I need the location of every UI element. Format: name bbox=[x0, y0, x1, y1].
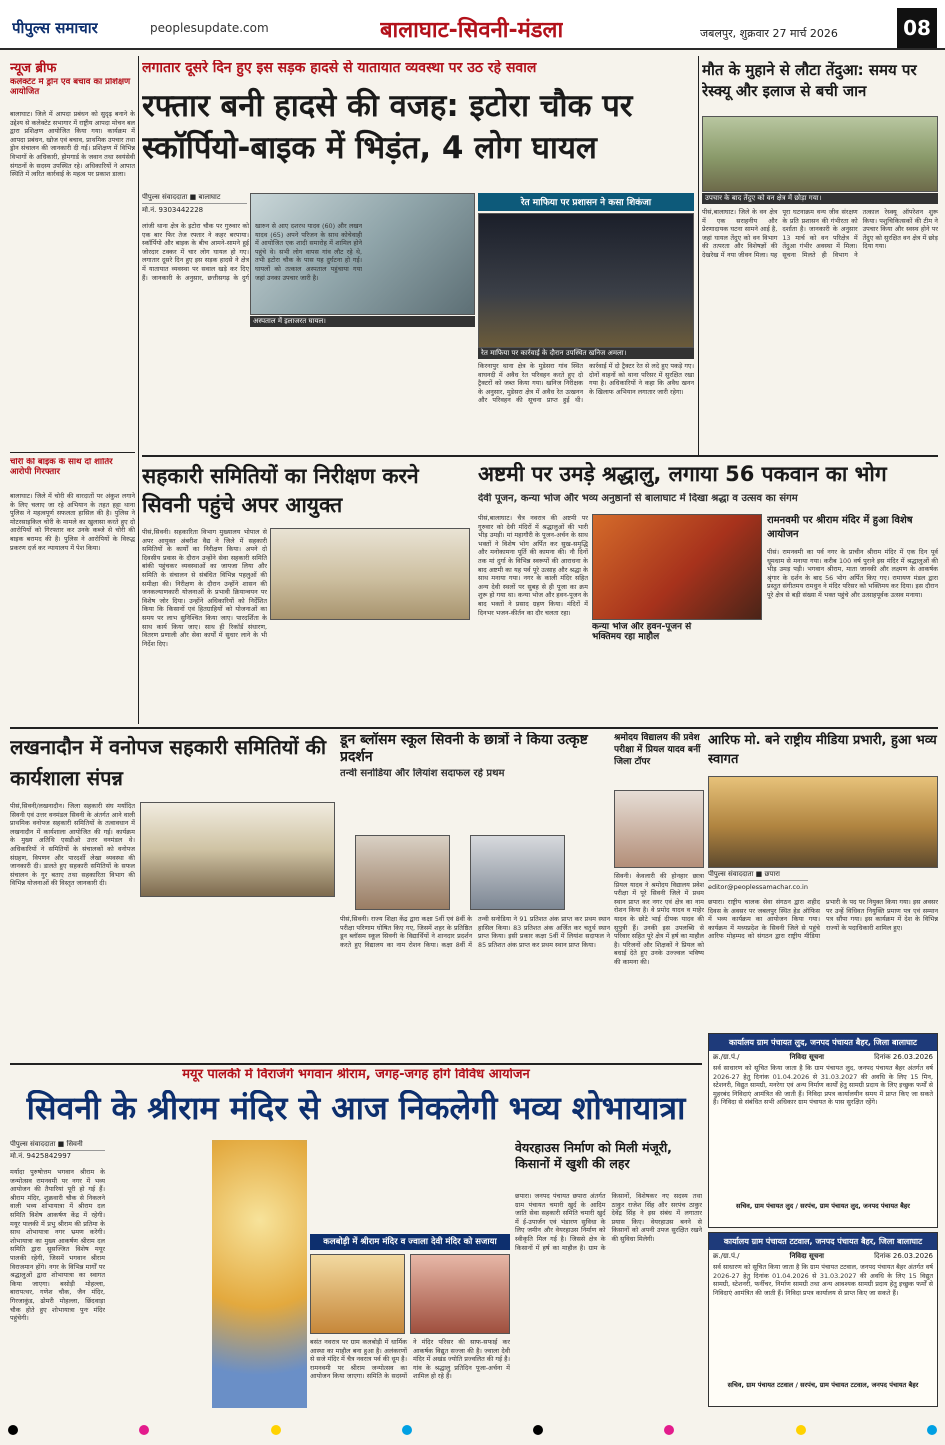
shobha-headline: सिवनी के श्रीराम मंदिर से आज निकलेगी भव्य शोभायात्रा bbox=[26, 1090, 686, 1127]
warehouse-body: छपारा। जनपद पंचायत छपारा अंतर्गत ग्राम पंचायत चमारी खुर्द के आदिम जाति सेवा सहकारी समिति चमारी खुर्द में ई-उपार्जन एवं भंडारण सुविधा के लिए जमीन और वेयरहाउस निर्माण को स्वीकृति मिल गई है। जिससे क्षेत्र के किसानों में हर्ष का माहौल है। ग्राम के किसानों, विशेषकर नए सदस्य तथा ठाकुर राजेश सिंह और सरपंच ठाकुर देवेंद्र सिंह ने इस संबंध में लगातार प्रयास किए। वेयरहाउस बनने से किसानों को अपनी उपज सुरक्षित रखने की सुविधा मिलेगी। bbox=[515, 1192, 702, 1252]
shri-ram-illustration bbox=[212, 1140, 307, 1408]
kalash-headline: कलबोड़ी में श्रीराम मंदिर व ज्वाला देवी मंदिर को सजाया bbox=[310, 1234, 510, 1250]
arif-headline: आरिफ मो. बने राष्ट्रीय मीडिया प्रभारी, हुआ भव्य स्वागत bbox=[708, 733, 937, 767]
row-divider bbox=[10, 1063, 702, 1065]
arif-email[interactable]: editor@peoplessamachar.co.in bbox=[708, 883, 808, 891]
section-title: बालाघाट-सिवनी-मंडला bbox=[380, 18, 564, 43]
shobha-body-cont bbox=[108, 1140, 208, 1408]
tender-notice-2 bbox=[708, 1232, 938, 1407]
brief-1-title: कलेक्टेट में ड्रोन एवं बचाव का प्रशिक्षण आयोजित bbox=[10, 78, 131, 97]
shramoday-photo bbox=[614, 790, 704, 868]
notice-title: निविदा सूचना bbox=[789, 1252, 824, 1260]
brief-1-body: बालाघाट। जिले में आपदा प्रबंधन को सुदृढ़ बनाने के उद्देश्य से कलेक्टेट सभागार में राष्ट्रीय आपदा मोचन बल द्वारा प्रशिक्षण आयोजित किया गया। कार्यक्रम में आपदा प्रबंधन, खोज एवं बचाव, प्राथमिक उपचार तथा ड्रोन संचालन की जानकारी दी गई। प्रशिक्षण में विभिन्न विभागों के अधिकारी, होमगार्ड के जवान तथा स्वयंसेवी संगठनों के सदस्य उपस्थित रहे। अधिकारियों ने आपात स्थिति में त्वरित कार्रवाई के महत्व पर प्रकाश डाला। bbox=[10, 110, 135, 179]
notice-date: दिनांक 26.03.2026 bbox=[874, 1053, 933, 1061]
lakhna-body: पीसं,सिवनी/लखनादौन। जिला सहकारी संघ मर्यादित सिवनी एवं उत्तर वनमंडल सिवनी के अंतर्गत आने वाली प्राथमिक वनोपज सहकारी समितियों के तत्वावधान में लखनादौन में कार्यशाला आयोजित की गई। कार्यक्रम के मुख्य अतिथि एसडीओ उत्तर वनमंडल थे। अधिकारियों ने समितियों के संचालकों को वनोपज संग्रहण, विपणन और पारदर्शी लेखा व्यवस्था की जानकारी दी। डालते हुए सहकारी समितियों के सफल संचालन के गुर बताए तथा सहकारिता विभाग की विभिन्न योजनाओं की विस्तृत जानकारी दी। bbox=[10, 802, 135, 888]
brief-2-title: चोरी की बाइक के साथ दो शातिर आरोपी गिरफ्तार bbox=[10, 458, 113, 477]
lakhna-photo bbox=[140, 802, 335, 897]
sand-tag: रेत माफिया पर प्रशासन ने कसा शिकंजा bbox=[478, 193, 694, 211]
warehouse-headline: वेयरहाउस निर्माण को मिली मंजूरी, किसानों में खुशी की लहर bbox=[515, 1140, 672, 1172]
kalash-body: बसंत नवरात्र पर ग्राम कलबोड़ी में धार्मिक आस्था का माहौल बना हुआ है। अलंकरणों से सजे मंदिर में चैत्र नवरात्र पर्व की धूम है। रामनवमी पर श्रीराम जन्मोत्सव का आयोजन किया जाएगा। समिति के सदस्यों ने मंदिर परिसर की साफ-सफाई कर आकर्षक विद्युत सज्जा की है। ज्वाला देवी मंदिर में अखंड ज्योति प्रज्वलित की गई है। गांव के श्रद्धालु प्रतिदिन पूजा-अर्चना में शामिल हो रहे हैं। bbox=[310, 1338, 510, 1381]
notice-office: कार्यालय ग्राम पंचायत टटवाल, जनपद पंचायत बैहर, जिला बालाघाट bbox=[709, 1233, 937, 1250]
lead-body: लांजी थाना क्षेत्र के इटोरा चौक पर गुरुवार को एक बार फिर तेज रफ्तार ने कहर बरपाया। स्कॉर्पियो और बाइक के बीच आमने-सामने हुई जोरदार टक्कर में चार लोग घायल हो गए। लगातार दूसरे दिन हुए इस सड़क हादसे ने क्षेत्र में यातायात व्यवस्था पर सवाल खड़े कर दिए हैं। जानकारी के अनुसार, छत्तीसगढ़ के दुर्ग खारुन से आए दशरथ यादव (60) और लखन यादव (65) अपने परिजन के साथ कोचेवाही में आयोजित एक शादी समारोह में शामिल होने पहुंचे थे। सभी लोग वापस गांव लौट रहे थे, तभी इटोरा चौक के पास यह दुर्घटना हो गई। घायलों को तत्काल अस्पताल पहुंचाया गया जहां उनका उपचार जारी है। bbox=[142, 222, 362, 282]
kalash-photo-2 bbox=[410, 1254, 510, 1334]
notice-body: सर्व साधारण को सूचित किया जाता है कि ग्राम पंचायत लुद, जनपद पंचायत बैहर अंतर्गत वर्ष 2026-27 हेतु दिनांक 01.04.2026 से 31.03.2027 की अवधि के लिए 15 मिन, स्टेशनरी, विद्युत सामग्री, मनरेगा एवं अन्य निर्माण कार्यों हेतु सामग्री प्रदाय के लिए इच्छुक फर्मों से मुहरबंद निविदाएं आमंत्रित की जाती हैं। निविदा प्रपत्र कार्यालयीन समय में प्राप्त किए जा सकते हैं। निविदा से संबंधित सभी अधिकार ग्राम पंचायत के पास सुरक्षित रहेंगे। bbox=[713, 1064, 933, 1107]
student-photo-2 bbox=[470, 835, 565, 910]
shobha-byline: पीपुल्स संवाददाता ■ सिवनी bbox=[10, 1140, 105, 1151]
student-photo-1 bbox=[355, 835, 450, 910]
notice-body: सर्व साधारण को सूचित किया जाता है कि ग्राम पंचायत टटवाल, जनपद पंचायत बैहर अंतर्गत वर्ष 2026-27 हेतु दिनांक 01.04.2026 से 31.03.2027 की अवधि के लिए 15 विद्युत सामग्री, स्टेशनरी, फर्नीचर, निर्माण सामग्री तथा अन्य आवश्यक सामग्री प्रदाय हेतु इच्छुक फर्मों से निविदाएं आमंत्रित की जाती हैं। निविदा प्रपत्र कार्यालय से प्राप्त किए जा सकते हैं। bbox=[713, 1263, 933, 1297]
column-divider bbox=[138, 56, 139, 724]
lead-kicker: लगातार दूसरे दिन हुए इस सड़क हादसे से यातायात व्यवस्था पर उठ रहे सवाल bbox=[142, 60, 537, 76]
sand-caption: रेत माफिया पर कार्रवाई के दौरान उपस्थित खनिज अमला। bbox=[478, 348, 694, 359]
notice-ref: क्र./ग्रा.पं./ bbox=[713, 1053, 740, 1061]
tendua-body: पीसं,बालाघाट। जिले के वन क्षेत्र में एक सराहनीय और प्रेरणादायक घटना सामने आई है, जहां घायल तेंदुए को वन विभाग की तत्परता और विशेषज्ञों की देखरेख में नया जीवन मिला। यह पूरा घटनाक्रम वन्य जीव संरक्षण के प्रति प्रशासन की गंभीरता को दर्शाता है। जानकारी के अनुसार 13 मार्च को वन परिक्षेत्र में तेंदुआ गंभीर अवस्था में मिला। सूचना मिलते ही विभाग ने तत्काल रेस्क्यू ऑपरेशन शुरू किया। पशुचिकित्सकों की टीम ने उपचार किया और स्वस्थ होने पर तेंदुए को सुरक्षित वन क्षेत्र में छोड़ दिया गया। bbox=[702, 208, 938, 259]
arif-body: छपारा। राष्ट्रीय चालक सेवा संगठन द्वारा शहीद दिवस के अवसर पर जबलपुर स्थित हेड ऑफिस में भव्य कार्यक्रम का आयोजन किया गया। कार्यक्रम में मध्यप्रदेश के सिवनी जिले से पहुंचे आरिफ मोहम्मद को संगठन द्वारा राष्ट्रीय मीडिया प्रभारी के पद पर नियुक्त किया गया। इस अवसर पर उन्हें विधिवत नियुक्ति प्रमाण पत्र एवं सम्मान पत्र सौंपा गया। इस कार्यक्रम में देश के विभिन्न राज्यों के पदाधिकारी शामिल हुए। bbox=[708, 898, 938, 941]
notice-sign: सचिव, ग्राम पंचायत लुद / सरपंच, ग्राम पंचायत लुद, जनपद पंचायत बैहर bbox=[736, 1202, 910, 1210]
divider bbox=[10, 452, 135, 453]
lead-phone: मो.नं. 9303442228 bbox=[142, 206, 204, 214]
lead-body-cont bbox=[365, 332, 475, 447]
shramoday-body: सिवनी। केवलारी की होनहार छात्रा प्रियल यादव ने श्रमोदय विद्यालय प्रवेश परीक्षा में पूरे सिवनी जिले में प्रथम स्थान प्राप्त कर नगर एवं क्षेत्र का नाम रोशन किया है। वे प्रमोद यादव व माहेर यादव के छोटे भाई दीपक यादव की सुपुत्री हैं। उनकी इस उपलब्धि से परिवार सहित पूरे क्षेत्र में हर्ष का माहौल है। परिजनों और शिक्षकों ने प्रियल को बधाई देते हुए उनके उज्ज्वल भविष्य की कामना की। bbox=[614, 872, 704, 966]
row-divider bbox=[142, 455, 938, 457]
rama-headline: रामनवमी पर श्रीराम मंदिर में हुआ विशेष आयोजन bbox=[767, 515, 913, 540]
lead-byline: पीपुल्स संवाददाता ■ बालाघाट bbox=[142, 193, 247, 204]
print-registration-marks bbox=[8, 1425, 937, 1435]
ashtami-photo bbox=[592, 514, 762, 620]
brief-label: न्यूज ब्रीफ bbox=[10, 61, 57, 76]
tender-notice-1 bbox=[708, 1033, 938, 1228]
doon-sub: तन्वी सनोडिया और लियांश सदाफल रहे प्रथम bbox=[340, 768, 505, 779]
page-number: 08 bbox=[897, 8, 937, 48]
shobha-kicker: मयूर पालकी में विराजेंगे भगवान श्रीराम, जगह-जगह होंगे विविध आयोजन bbox=[182, 1068, 530, 1082]
ashtami-headline: अष्टमी पर उमड़े श्रद्धालु, लगाया 56 पकवान का भोग bbox=[478, 462, 887, 486]
brief-2-body: बालाघाट। जिले में चोरी की वारदातों पर अंकुश लगाने के लिए चलाए जा रहे अभियान के तहत हट्टा थाना पुलिस ने महत्वपूर्ण सफलता हासिल की है। पुलिस ने मोटरसाइकिल चोरी के मामले का खुलासा करते हुए दो आरोपियों को गिरफ्तार कर उनके कब्जे से चोरी की बाइक बरामद की है। पुलिस ने आरोपियों के विरुद्ध प्रकरण दर्ज कर न्यायालय में पेश किया। bbox=[10, 492, 135, 552]
shobha-body: मर्यादा पुरुषोत्तम भगवान श्रीराम के जन्मोत्सव रामनवमी पर नगर में भव्य आयोजन की तैयारियां पूरी हो गई हैं। श्रीराम मंदिर, शुक्रवारी चौक से निकलने वाली भव्य शोभायात्रा में श्रीराम दल समिति विशेष आकर्षण केंद्र में रहेगी। मयूर पालकी में प्रभु श्रीराम की प्रतिमा के साथ शोभायात्रा नगर भ्रमण करेगी। शोभायात्रा का मुख्य आकर्षण श्रीराम दल समिति द्वारा सुसज्जित विशेष मयूर पालकी रहेगी, जिसमें भगवान श्रीराम विराजमान होंगे। नगर के विभिन्न मार्गों पर श्रद्धालुओं द्वारा शोभायात्रा का स्वागत किया जाएगा। बसोड़ी मोहल्ला, बारापत्थर, गणेश चौक, जैन मंदिर, गिरजाकुंड, ढोमरी मोहल्ला, छिंदवाड़ा चौक होते हुए शोभायात्रा पुनः मंदिर पहुंचेगी। bbox=[10, 1168, 105, 1323]
notice-sign: सचिव, ग्राम पंचायत टटवाल / सरपंच, ग्राम पंचायत टटवाल, जनपद पंचायत बैहर bbox=[727, 1381, 919, 1389]
shobha-phone: मो.नं. 9425842997 bbox=[10, 1152, 72, 1160]
ashtami-subhead: देवी पूजन, कन्या भोज और भव्य अनुष्ठानों से बालाघाट में दिखा श्रद्धा व उत्सव का संगम bbox=[478, 493, 798, 504]
notice-office: कार्यालय ग्राम पंचायत लुद, जनपद पंचायत बैहर, जिला बालाघाट bbox=[709, 1034, 937, 1051]
lakhna-body-cont bbox=[140, 900, 335, 1058]
sand-body: किरनापुर थाना क्षेत्र के मुडेसरा गांव स्थित वाघनदी में अवैध रेत परिवहन करते हुए दो ट्रैक्टरों को जब्त किया गया। खनिज निरीक्षक के अनुसार, मुडेसरा क्षेत्र में अवैध रेत उत्खनन और परिवहन की सूचना प्राप्त हुई थी। कार्रवाई में दो ट्रैक्टर रेत से लदे हुए पकड़े गए। दोनों वाहनों को थाना परिसर में सुरक्षित रखा गया है। अधिकारियों ने कहा कि अवैध खनन के खिलाफ अभियान लगातार जारी रहेगा। bbox=[478, 362, 694, 405]
arif-photo bbox=[708, 776, 938, 868]
doon-headline: डून ब्लॉसम स्कूल सिवनी के छात्रों ने किया उत्कृष्ट प्रदर्शन bbox=[340, 732, 588, 765]
kalash-photo-1 bbox=[310, 1254, 405, 1334]
sand-photo bbox=[478, 213, 694, 348]
shobha-body-cont-2 bbox=[310, 1140, 510, 1230]
arif-byline: पीपुल्स संवाददाता ■ छपारा bbox=[708, 870, 808, 881]
tendua-headline: मौत के मुहाने से लौटा तेंदुआ: समय पर रेस्क्यू और इलाज से बची जान bbox=[702, 61, 917, 100]
shramoday-headline: श्रमोदय विद्यालय की प्रवेश परीक्षा में प्रियल यादव बनीं जिला टॉपर bbox=[614, 733, 701, 768]
coop-headline: सहकारी समितियों का निरीक्षण करने सिवनी पहुंचे अपर आयुक्त bbox=[142, 464, 419, 518]
notice-ref: क्र./ग्रा.पं./ bbox=[713, 1252, 740, 1260]
lead-caption: अस्पताल में इलाजरत घायल। bbox=[250, 316, 475, 327]
ashtami-body-cont-2 bbox=[705, 622, 762, 724]
ashtami-caption: कन्या भोज और हवन-पूजन से भक्तिमय रहा माहौल bbox=[592, 622, 692, 643]
coop-body-cont bbox=[270, 624, 470, 724]
ashtami-body: पीसं,बालाघाट। चैत्र नवरात्र की अष्टमी पर गुरुवार को देवी मंदिरों में श्रद्धालुओं की भारी भीड़ उमड़ी। मां महागौरी के पूजन-अर्चन के साथ भक्तों ने विशेष भोग अर्पित कर सुख-समृद्धि और मनोकामना पूर्ति की कामना की। नौ दिनों तक मां दुर्गा के विभिन्न स्वरूपों की आराधना के बाद अष्टमी का यह पर्व पूरे उत्साह और श्रद्धा के साथ मनाया गया। नगर के काली मंदिर सहित अन्य देवी स्थलों पर सुबह से ही पूजा का क्रम शुरू हो गया था। कन्या भोज और हवन-पूजन के बाद भक्तों ने प्रसाद ग्रहण किया। मंदिरों में दिनभर भजन-कीर्तन का दौर चलता रहा। bbox=[478, 514, 588, 617]
tendua-caption: उपचार के बाद तेंदुए को वन क्षेत्र में छोड़ा गया। bbox=[702, 193, 938, 204]
doon-body: पीसं,सिवनी। राज्य शिक्षा केंद्र द्वारा कक्षा 5वीं एवं 8वीं के परीक्षा परिणाम घोषित किए गए, जिसमें शहर के प्रतिष्ठित डून ब्लॉसम स्कूल सिवनी के विद्यार्थियों ने शानदार प्रदर्शन करते हुए विद्यालय का नाम रोशन किया। कक्षा 8वीं में तन्वी सनोडिया ने 91 प्रतिशत अंक प्राप्त कर प्रथम स्थान हासिल किया। 83 प्रतिशत अंक अर्जित कर चतुर्थ स्थान प्राप्त किया। इसी प्रकार कक्षा 5वीं में लियांश सदाफल ने 85 प्रतिशत अंक प्राप्त कर प्रथम स्थान प्राप्त किया। bbox=[340, 915, 610, 949]
row-divider bbox=[10, 727, 938, 729]
coop-photo bbox=[270, 528, 470, 620]
issue-date: जबलपुर, शुक्रवार 27 मार्च 2026 bbox=[700, 27, 838, 40]
notice-date: दिनांक 26.03.2026 bbox=[874, 1252, 933, 1260]
tendua-photo bbox=[702, 116, 938, 192]
column-divider bbox=[698, 56, 699, 456]
coop-body: पीसं,सिवनी। सहकारिता विभाग मुख्यालय भोपाल से अपर आयुक्त अंबरीश वैद्य ने जिले में सहकारी समितियों के कार्यों का निरीक्षण किया। अपने दो दिवसीय प्रवास के दौरान उन्होंने सेवा सहकारी समिति बांकी पहुंचकर व्यवस्थाओं का जायजा लिया और समिति के संचालन से संबंधित विभिन्न पहलुओं की समीक्षा की। निरीक्षण के दौरान उन्होंने शासन की जनकल्याणकारी योजनाओं के प्रभावी क्रियान्वयन पर विशेष जोर दिया। उन्होंने अधिकारियों को निर्देशित किया कि किसानों एवं हितग्राहियों को योजनाओं का समय पर लाभ सुनिश्चित किया जाए। पारदर्शिता के साथ कार्य किया जाए। साथ ही रिकॉर्ड संधारण, वितरण प्रणाली और सेवा कार्यों में सुधार लाने के भी निर्देश दिए। bbox=[142, 528, 267, 648]
ashtami-body-cont bbox=[592, 658, 702, 724]
lakhna-headline: लखनादौन में वनोपज सहकारी समितियों की कार्यशाला संपन्न bbox=[10, 735, 327, 790]
lead-headline: रफ्तार बनी हादसे की वजह: इटोरा चौक पर स्कॉर्पियो-बाइक में भिड़ंत, 4 लोग घायल bbox=[142, 88, 633, 166]
rama-body: पीसं। रामनवमी का पर्व नगर के प्राचीन श्रीराम मंदिर में एक दिन पूर्व धूमधाम से मनाया गया। करीब 100 वर्ष पुराने इस मंदिर में श्रद्धालुओं की भीड़ उमड़ पड़ी। भगवान श्रीराम, माता जानकी और लक्ष्मण के आकर्षक श्रृंगार के दर्शन के बाद 56 भोग अर्पित किए गए। रामायण मंडल द्वारा प्रस्तुत संगीतमय रामधुन ने मंदिर परिसर को भक्तिमय कर दिया। इस दौरान पूरे क्षेत्र से बड़ी संख्या में भक्त पहुंचे और उत्साहपूर्वक उत्सव मनाया। bbox=[767, 548, 938, 599]
notice-title: निविदा सूचना bbox=[789, 1053, 824, 1061]
newspaper-logo: पीपुल्स समाचार bbox=[12, 19, 98, 37]
site-url[interactable]: peoplesupdate.com bbox=[150, 21, 269, 35]
